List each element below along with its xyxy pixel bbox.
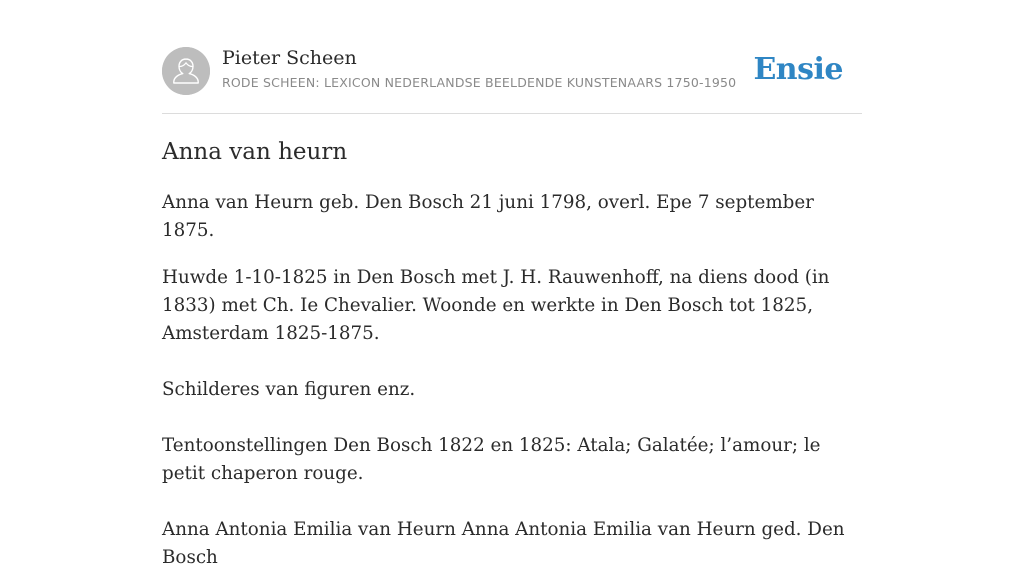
- paragraph-life-dates: Anna van Heurn geb. Den Bosch 21 juni 1798, overl. Epe 7 september 1875.: [162, 192, 814, 241]
- ensie-logo[interactable]: Ensie: [753, 52, 843, 87]
- paragraph-marriage-residence: Huwde 1-10-1825 in Den Bosch met J. H. Rauwenhoff, na diens dood (in 1833) met Ch. Ie Chevalier. Woonde en werkte in Den Bosch tot 1825, Amsterdam 1825-1875.: [162, 267, 830, 344]
- article-header: [162, 0, 862, 114]
- page-container: [162, 0, 862, 568]
- paragraph-occupation: Schilderes van figuren enz.: [162, 379, 416, 400]
- article-body: [162, 189, 862, 572]
- article-title: Anna van heurn: [162, 139, 348, 165]
- paragraph-exhibitions: Tentoonstellingen Den Bosch 1822 en 1825: Atala; Galatée; l’amour; le petit chaperon rouge.: [162, 435, 821, 484]
- author-avatar[interactable]: [162, 47, 210, 95]
- source-title[interactable]: RODE SCHEEN: LEXICON NEDERLANDSE BEELDENDE KUNSTENAARS 1750-1950: [222, 75, 737, 90]
- paragraph-full-name: Anna Antonia Emilia van Heurn Anna Antonia Emilia van Heurn ged. Den Bosch: [162, 519, 845, 568]
- author-name[interactable]: Pieter Scheen: [222, 47, 357, 69]
- user-silhouette-icon: [162, 47, 210, 95]
